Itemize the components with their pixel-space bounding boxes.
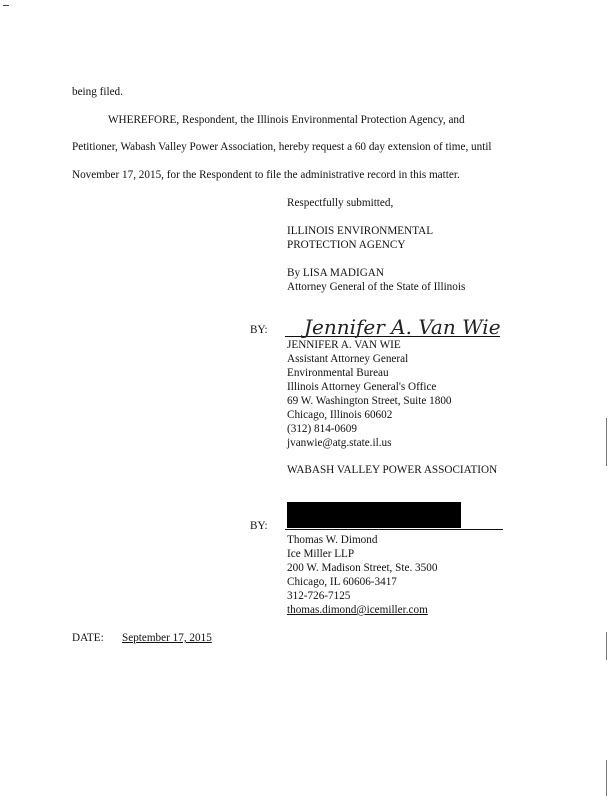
respondent-office: Illinois Attorney General's Office [287,381,437,393]
scan-corner-mark [3,5,9,6]
petitioner-firm: Ice Miller LLP [287,548,355,560]
respondent-name: JENNIFER A. VAN WIE [287,339,401,351]
petitioner-org: WABASH VALLEY POWER ASSOCIATION [287,464,498,476]
petitioner-street: 200 W. Madison Street, Ste. 3500 [287,562,438,574]
handwritten-signature-text: Jennifer A. Van Wie [304,315,501,339]
body-line-3: November 17, 2015, for the Respondent to file the administrative record in this matter. [72,169,460,181]
body-line-2: Petitioner, Wabash Valley Power Association, hereby request a 60 day extension of time, until [72,141,492,153]
scan-artifact [606,632,607,660]
respondent-bureau: Environmental Bureau [287,367,389,379]
body-line-0: being filed. [72,86,123,98]
respondent-street: 69 W. Washington Street, Suite 1800 [287,395,452,407]
respondent-by-label: BY: [250,324,268,336]
petitioner-phone: 312-726-7125 [287,590,351,602]
date-value: September 17, 2015 [122,632,212,644]
respondent-by-line: By LISA MADIGAN [287,267,384,279]
scan-artifact [606,418,607,466]
respondent-phone: (312) 814-0609 [287,423,357,435]
attorney-general-title: Attorney General of the State of Illinois [287,281,466,293]
redacted-signature [287,502,461,528]
petitioner-by-label: BY: [250,520,268,532]
respondent-org-line1: ILLINOIS ENVIRONMENTAL [287,225,434,237]
respondent-org-line2: PROTECTION AGENCY [287,239,406,251]
respondent-title: Assistant Attorney General [287,353,409,365]
closing-text: Respectfully submitted, [287,197,394,209]
scan-artifact [606,760,607,796]
body-line-1: WHEREFORE, Respondent, the Illinois Environmental Protection Agency, and [108,114,465,126]
respondent-city: Chicago, Illinois 60602 [287,409,393,421]
date-label: DATE: [72,632,104,644]
petitioner-city: Chicago, IL 60606-3417 [287,576,397,588]
petitioner-name: Thomas W. Dimond [287,534,378,546]
petitioner-email: thomas.dimond@icemiller.com [287,604,428,616]
respondent-email: jvanwie@atg.state.il.us [287,437,392,449]
petitioner-signature-line [285,529,503,530]
